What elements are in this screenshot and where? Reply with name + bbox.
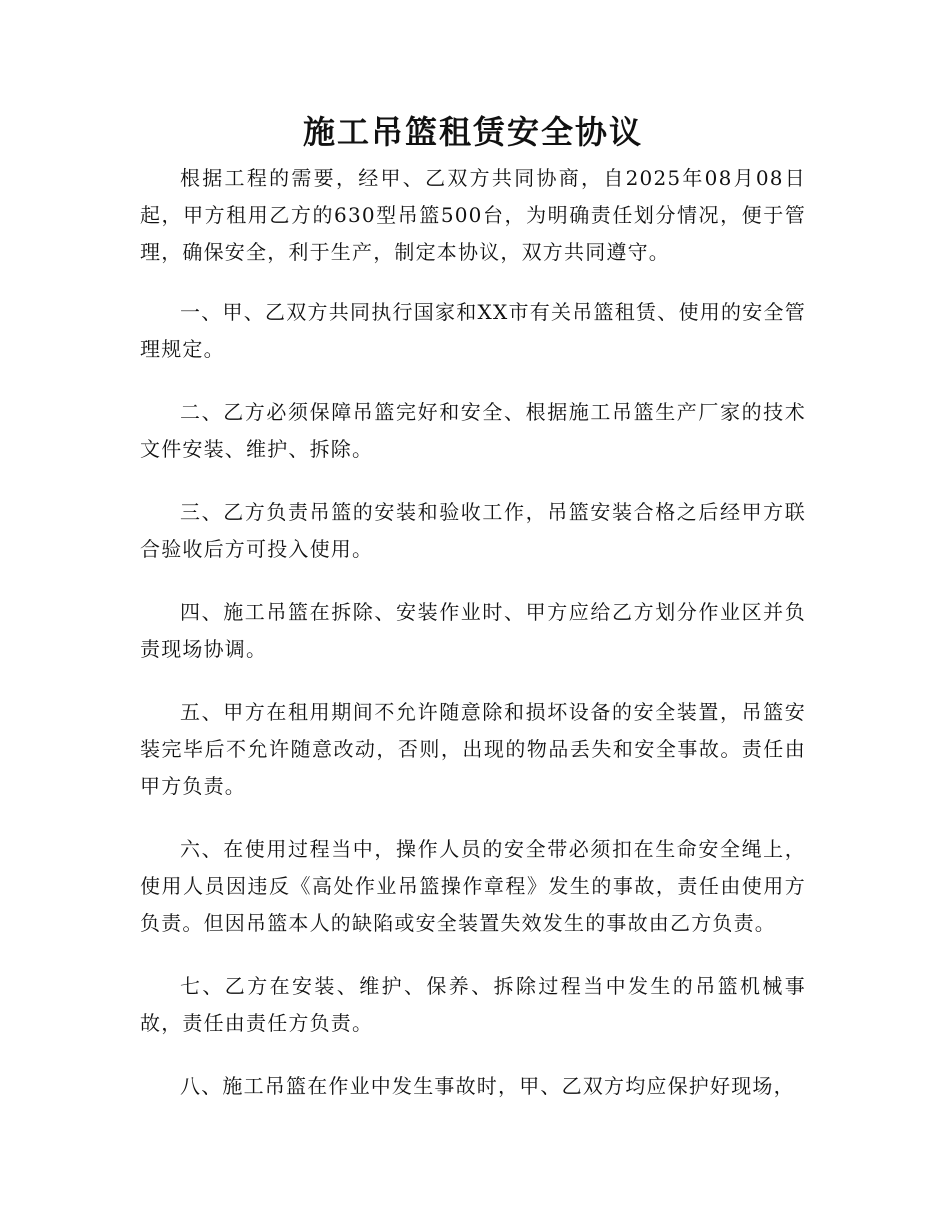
clause-5: 五、甲方在租用期间不允许随意除和损坏设备的安全装置，吊篮安装完毕后不允许随意改动，否则，出现的物品丢失和安全事故。责任由甲方负责。	[140, 700, 806, 798]
clause-8: 八、施工吊篮在作业中发生事故时，甲、乙双方均应保护好现场，	[180, 1074, 795, 1098]
clause-3: 三、乙方负责吊篮的安装和验收工作，吊篮安装合格之后经甲方联合验收后方可投入使用。	[140, 500, 806, 561]
document-body	[140, 110, 806, 1131]
intro-paragraph: 根据工程的需要，经甲、乙双方共同协商，自2025年08月08日起，甲方租用乙方的630型吊篮500台，为明确责任划分情况，便于管理，确保安全，利于生产，制定本协议，双方共同遵守。	[140, 166, 806, 264]
clause-1: 一、甲、乙双方共同执行国家和XX市有关吊篮租赁、使用的安全管理规定。	[140, 300, 806, 361]
document-title: 施工吊篮租赁安全协议	[302, 113, 643, 151]
clause-4: 四、施工吊篮在拆除、安装作业时、甲方应给乙方划分作业区并负责现场协调。	[140, 600, 806, 661]
clause-7: 七、乙方在安装、维护、保养、拆除过程当中发生的吊篮机械事故，责任由责任方负责。	[140, 974, 806, 1035]
clause-6: 六、在使用过程当中，操作人员的安全带必须扣在生命安全绳上，使用人员因违反《高处作业吊篮操作章程》发生的事故，责任由使用方负责。但因吊篮本人的缺陷或安全装置失效发生的事故由乙方负责。	[140, 837, 806, 935]
clause-2: 二、乙方必须保障吊篮完好和安全、根据施工吊篮生产厂家的技术文件安装、维护、拆除。	[140, 400, 806, 461]
